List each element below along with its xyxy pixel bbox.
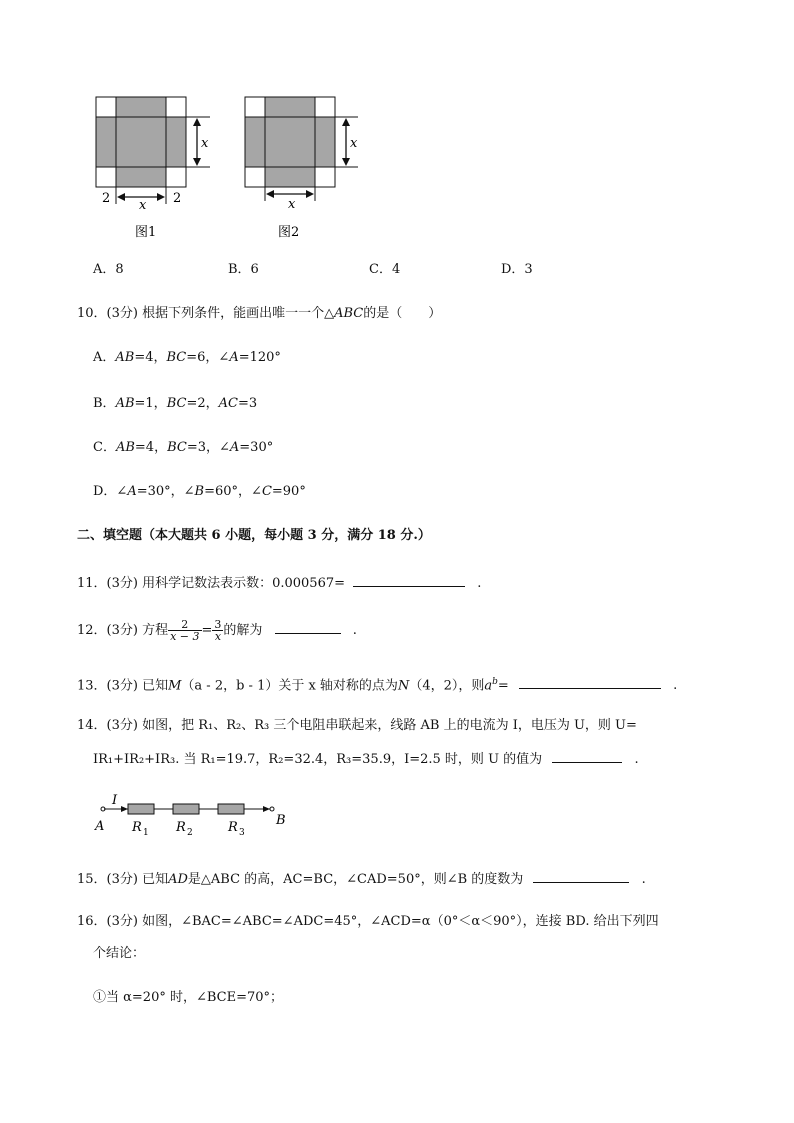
q9-option-a: A．8 [93, 262, 124, 277]
figure-1 [96, 97, 210, 204]
q12: 12．(3分) 方程 $\frac{2}{x - 3}$ = $\frac{3}{x}$ 的解为 . [77, 618, 357, 643]
q14-line-2: IR₁+IR₂+IR₃. 当 R₁=19.7，R₂=32.4，R₃=35.9，I=2.5 时，则 U 的值为 . [93, 752, 639, 767]
circuit-figure [88, 790, 298, 840]
resistor-r2 [173, 804, 199, 814]
q12-answer-blank[interactable] [275, 621, 341, 634]
circuit-label-r2-sub: 2 [187, 828, 193, 838]
circuit-label-a: A [95, 819, 105, 834]
resistor-r1 [128, 804, 154, 814]
q15-answer-blank[interactable] [533, 870, 629, 883]
q10-option-c: C．AB=4，BC=3，∠A=30° [93, 440, 274, 455]
fig1-x-right: x [201, 136, 209, 151]
figure-2 [245, 97, 358, 201]
circuit-label-i: I [112, 793, 118, 808]
circuit-label-r: R [228, 820, 238, 835]
circuit-label-r1-sub: 1 [143, 828, 149, 838]
q14-line-1: 14．(3分) 如图，把 R₁、R₂、R₃ 三个电阻串联起来，线路 AB 上的电流为 I，电压为 U，则 U= [77, 718, 637, 733]
resistor-r3 [218, 804, 244, 814]
q16-line-2: 个结论： [93, 946, 146, 961]
q10-option-b: B．AB=1，BC=2，AC=3 [93, 396, 258, 411]
fig2-caption: 图2 [278, 225, 300, 240]
figure-squares [0, 0, 794, 250]
fig1-caption: 图1 [135, 225, 157, 240]
fig1-x-bottom: x [139, 198, 147, 213]
fig1-2-right: 2 [173, 191, 182, 206]
q11-answer-blank[interactable] [353, 574, 465, 587]
q11: 11．(3分) 用科学记数法表示数：0.000567= . [77, 576, 482, 591]
q10-option-d: D．∠A=30°，∠B=60°，∠C=90° [93, 484, 306, 499]
circuit-label-r: R [132, 820, 142, 835]
q12-fraction-1: $\frac{2}{x - 3}$ [170, 618, 200, 643]
q9-option-c: C．4 [369, 262, 401, 277]
q9-option-b: B．6 [228, 262, 259, 277]
q12-fraction-2: $\frac{3}{x}$ [214, 618, 222, 643]
q10-option-a: A．AB=4，BC=6，∠A=120° [93, 350, 281, 365]
q14-answer-blank[interactable] [552, 750, 622, 763]
q15: 15．(3分) 已知AD是△ABC 的高，AC=BC，∠CAD=50°，则∠B 的度数为 . [77, 872, 646, 887]
circuit-label-r: R [176, 820, 186, 835]
circuit-label-b: B [276, 813, 286, 828]
q13: 13．(3分) 已知M（a - 2，b - 1）关于 x 轴对称的点为N（4，2），则$a^b=$ . [77, 677, 678, 694]
fig1-2-left: 2 [102, 191, 111, 206]
q16-line-1: 16．(3分) 如图，∠BAC=∠ABC=∠ADC=45°，∠ACD=α（0°＜α＜90°），连接 BD. 给出下列四 [77, 914, 659, 929]
fig2-x-right: x [350, 136, 358, 151]
q10-stem: 10．(3分) 根据下列条件，能画出唯一一个△ABC的是（ ） [77, 306, 442, 321]
fig2-x-bottom: x [288, 197, 296, 212]
circuit-label-r3-sub: 3 [239, 828, 245, 838]
section-2-heading: 二、填空题（本大题共 6 小题，每小题 3 分，满分 18 分.） [77, 528, 431, 543]
q16-item-1: ①当 α=20° 时，∠BCE=70°； [93, 990, 284, 1005]
q13-answer-blank[interactable] [519, 676, 661, 689]
q9-option-d: D．3 [501, 262, 533, 277]
